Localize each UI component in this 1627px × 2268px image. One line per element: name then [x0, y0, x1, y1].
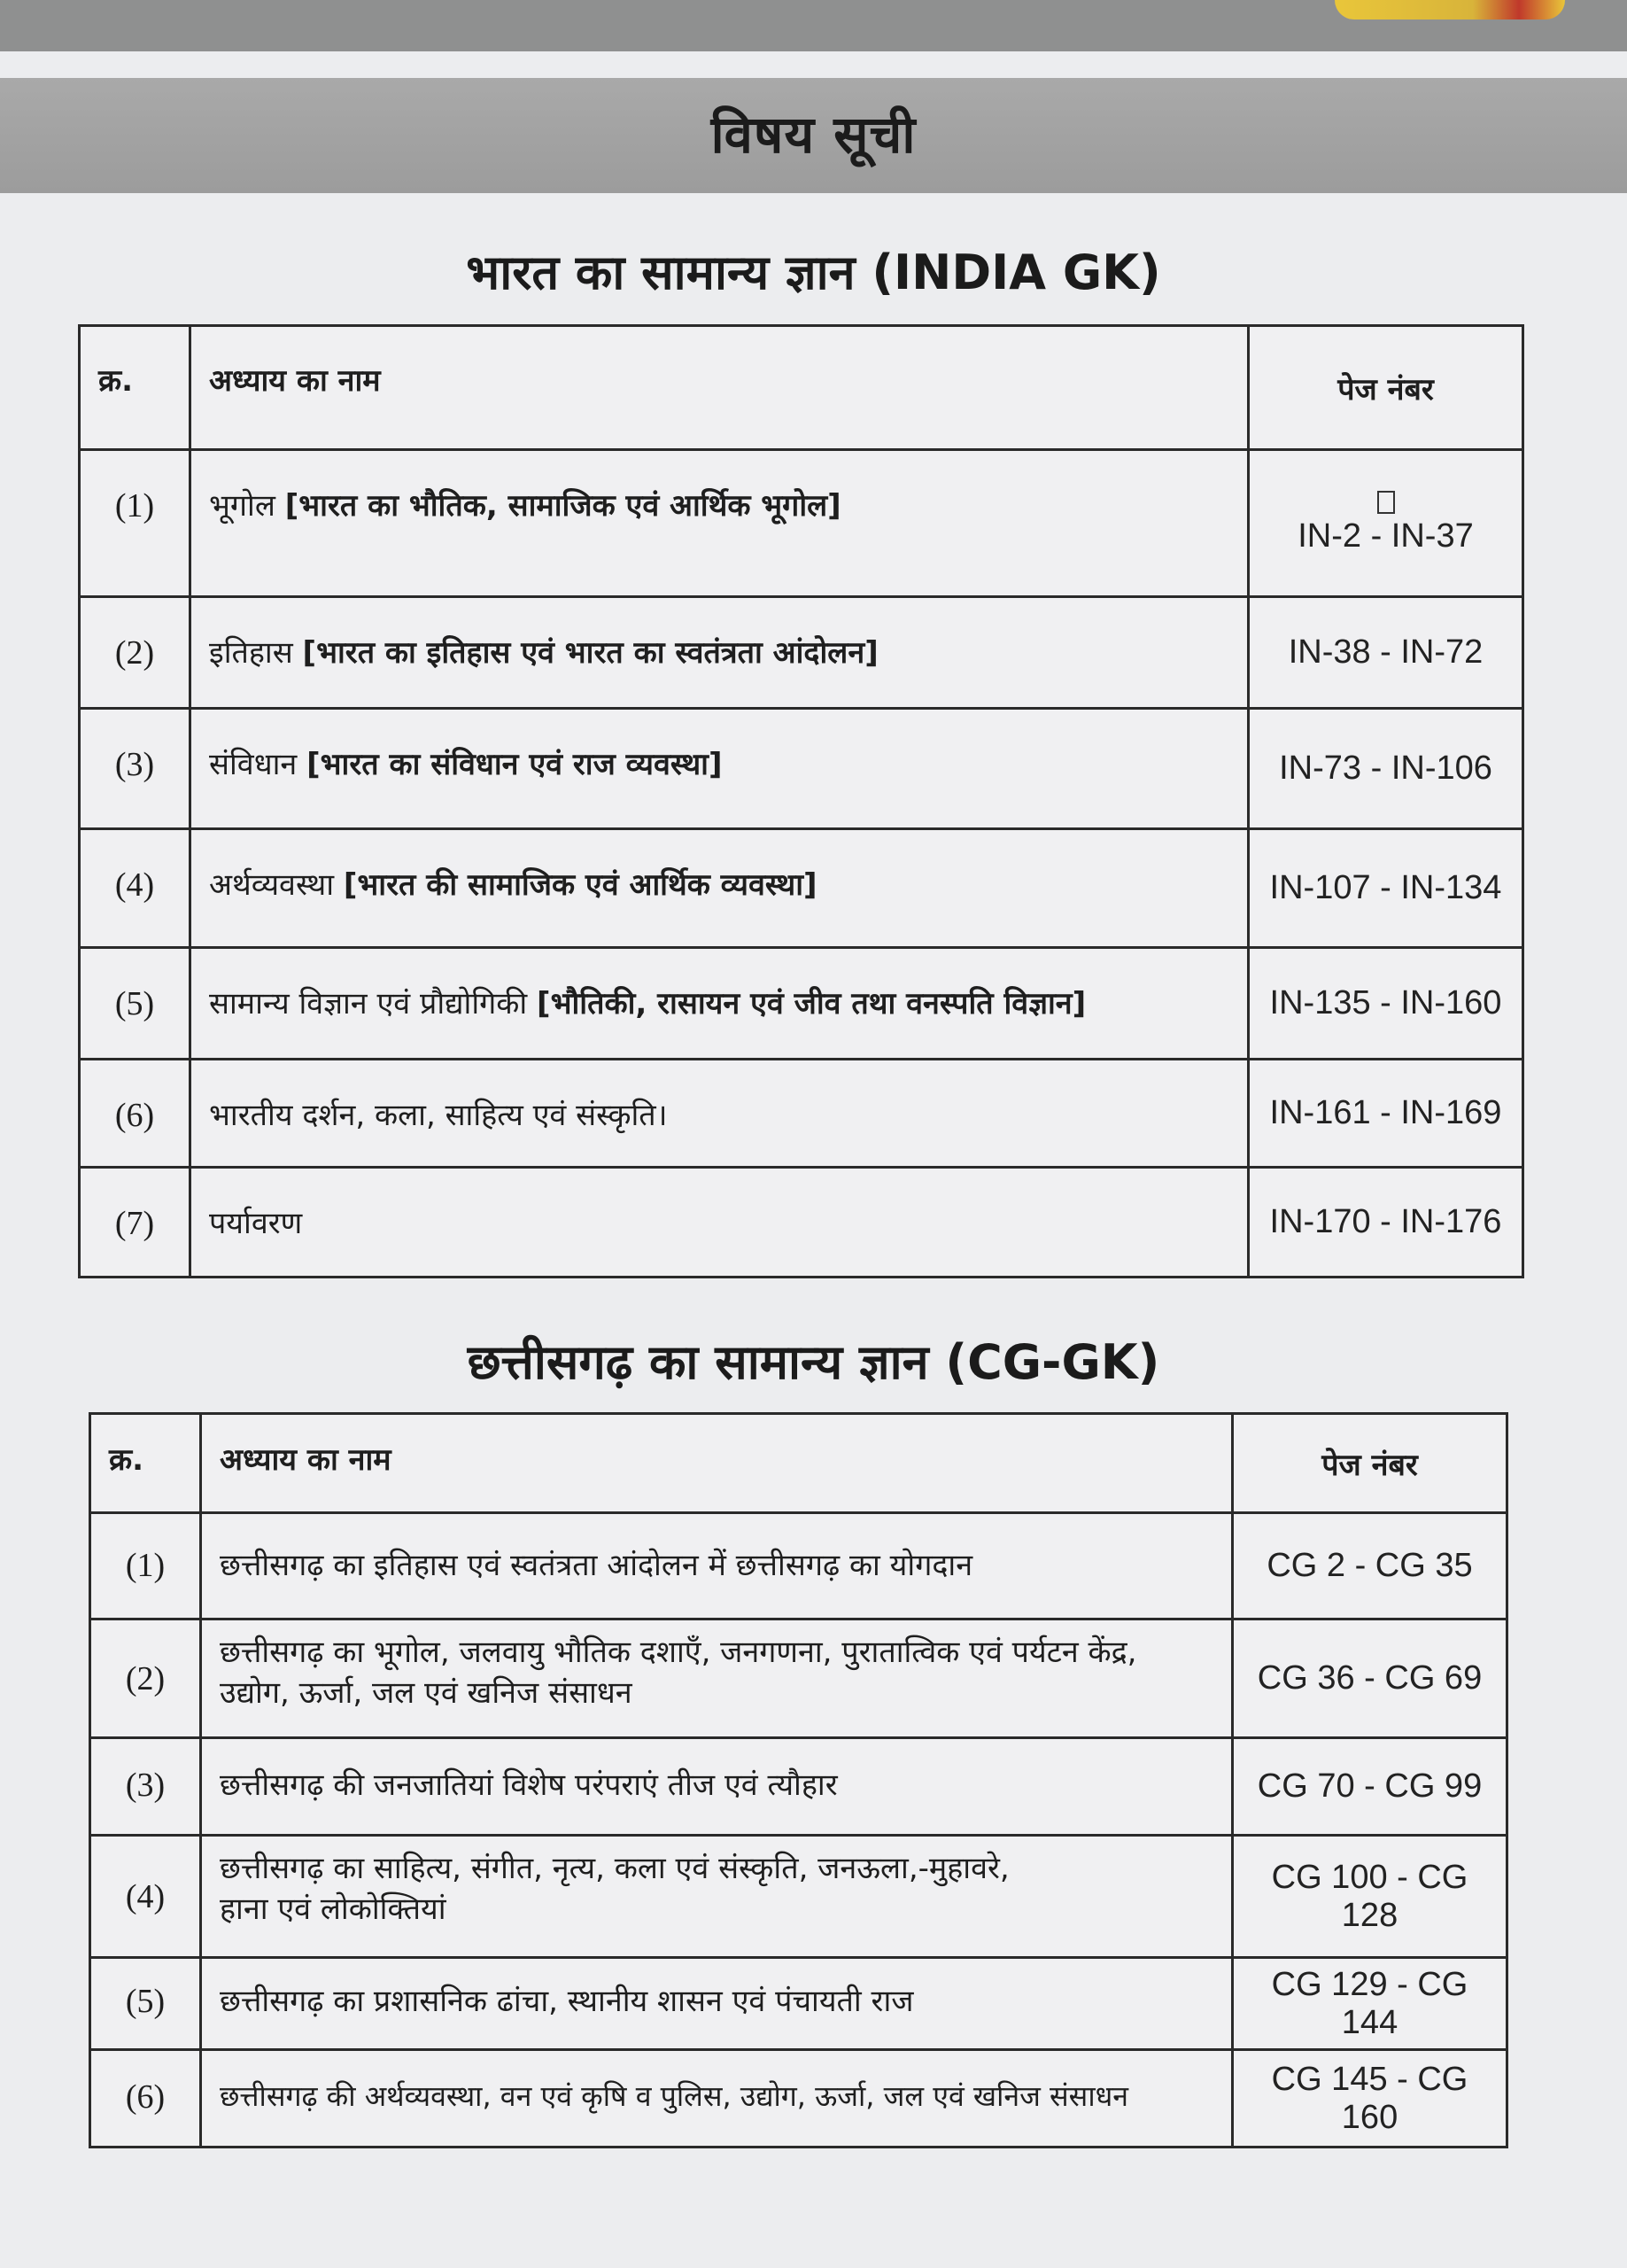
chapter-line-2: हाना एवं लोकोक्तियां: [220, 1891, 446, 1927]
chapter-line-1: छत्तीसगढ़ का साहित्य, संगीत, नृत्य, कला एवं संस्कृति, जनऊला,-मुहावरे,: [220, 1851, 1010, 1886]
page-range: IN-161 - IN-169: [1249, 1060, 1523, 1168]
row-number: (6): [80, 1060, 190, 1168]
page-range: CG 145 - CG 160: [1233, 2050, 1507, 2148]
page-range: IN-135 - IN-160: [1249, 948, 1523, 1060]
page-range: IN-38 - IN-72: [1249, 597, 1523, 709]
serial-column-header: क्र.: [80, 326, 190, 450]
table-row: [90, 1513, 1507, 1619]
page-range: [1249, 450, 1523, 597]
chapter-name: [190, 709, 1249, 829]
chapter-title: अर्थव्यवस्था: [209, 867, 335, 903]
row-number: (1): [90, 1513, 201, 1619]
chapter-name: छत्तीसगढ़ का प्रशासनिक ढांचा, स्थानीय शासन एवं पंचायती राज: [201, 1958, 1233, 2050]
row-number: (1): [80, 450, 190, 597]
table-row: [90, 1619, 1507, 1738]
row-number: (4): [90, 1836, 201, 1958]
pages-column-header: पेज नंबर: [1249, 326, 1523, 450]
page-title: विषय सूची: [710, 105, 917, 165]
serial-column-header: क्र.: [90, 1414, 201, 1513]
chapter-title: सामान्य विज्ञान एवं प्रौद्योगिकी: [209, 986, 528, 1021]
chapter-detail: [भारत का भौतिक, सामाजिक एवं आर्थिक भूगोल]: [284, 488, 841, 524]
table-row: [90, 1958, 1507, 2050]
chapter-detail: [भौतिकी, रासायन एवं जीव तथा वनस्पति विज्ञान]: [537, 986, 1087, 1021]
cg-gk-heading: छत्तीसगढ़ का सामान्य ज्ञान (CG-GK): [467, 1334, 1160, 1390]
chapter-name: [190, 597, 1249, 709]
chapter-title: संविधान: [209, 747, 298, 782]
cg-gk-table: [89, 1412, 1508, 2148]
chapter-line-2: उद्योग, ऊर्जा, जल एवं खनिज संसाधन: [220, 1674, 632, 1711]
table-row: [80, 709, 1523, 829]
pages-column-header: पेज नंबर: [1233, 1414, 1507, 1513]
chapter-detail: [भारत की सामाजिक एवं आर्थिक व्यवस्था]: [343, 867, 817, 903]
chapter-title: भूगोल: [209, 488, 275, 524]
chapter-name: [190, 829, 1249, 948]
india-gk-table: [78, 324, 1524, 1278]
india-gk-heading: भारत का सामान्य ज्ञान (INDIA GK): [466, 245, 1161, 300]
chapter-name: छत्तीसगढ़ की जनजातियां विशेष परंपराएं तीज एवं त्यौहार: [201, 1738, 1233, 1836]
row-number: (5): [80, 948, 190, 1060]
row-number: (2): [90, 1619, 201, 1738]
page-range: IN-170 - IN-176: [1249, 1168, 1523, 1278]
chapter-name: छत्तीसगढ़ की अर्थव्यवस्था, वन एवं कृषि व पुलिस, उद्योग, ऊर्जा, जल एवं खनिज संसाधन: [201, 2050, 1233, 2148]
page-range: CG 36 - CG 69: [1233, 1619, 1507, 1738]
book-cover-edge: [1335, 0, 1565, 19]
chapter-name: छत्तीसगढ़ का इतिहास एवं स्वतंत्रता आंदोलन में छत्तीसगढ़ का योगदान: [201, 1513, 1233, 1619]
chapter-name: [201, 1619, 1233, 1738]
table-row: [90, 2050, 1507, 2148]
page-range: CG 2 - CG 35: [1233, 1513, 1507, 1619]
table-row: [90, 1836, 1507, 1958]
table-row: [80, 829, 1523, 948]
table-header-row: [80, 326, 1523, 450]
row-number: (6): [90, 2050, 201, 2148]
chapter-detail: [भारत का संविधान एवं राज व्यवस्था]: [306, 747, 723, 782]
chapter-name: [190, 450, 1249, 597]
table-row: [80, 948, 1523, 1060]
table-row: [80, 1060, 1523, 1168]
row-number: (3): [80, 709, 190, 829]
table-row: [80, 597, 1523, 709]
table-header-row: [90, 1414, 1507, 1513]
table-row: [80, 1168, 1523, 1278]
page-range: CG 100 - CG 128: [1233, 1836, 1507, 1958]
chapter-name: [190, 948, 1249, 1060]
chapter-name: भारतीय दर्शन, कला, साहित्य एवं संस्कृति।: [190, 1060, 1249, 1168]
row-number: (4): [80, 829, 190, 948]
table-row: [80, 450, 1523, 597]
page-range: IN-73 - IN-106: [1249, 709, 1523, 829]
chapter-detail: [भारत का इतिहास एवं भारत का स्वतंत्रता आंदोलन]: [302, 635, 879, 671]
row-number: (5): [90, 1958, 201, 2050]
chapter-column-header: अध्याय का नाम: [201, 1414, 1233, 1513]
page-range: IN-107 - IN-134: [1249, 829, 1523, 948]
row-number: (7): [80, 1168, 190, 1278]
row-number: (3): [90, 1738, 201, 1836]
page-range: CG 70 - CG 99: [1233, 1738, 1507, 1836]
row-number: (2): [80, 597, 190, 709]
page-range: CG 129 - CG 144: [1233, 1958, 1507, 2050]
page-range-text: IN-2 - IN-37: [1298, 517, 1474, 555]
missing-glyph-box: [1377, 491, 1395, 514]
chapter-column-header: अध्याय का नाम: [190, 326, 1249, 450]
chapter-line-1: छत्तीसगढ़ का भूगोल, जलवायु भौतिक दशाएँ, जनगणना, पुरातात्विक एवं पर्यटन केंद्र,: [220, 1635, 1137, 1670]
chapter-name: पर्यावरण: [190, 1168, 1249, 1278]
table-row: [90, 1738, 1507, 1836]
contents-page: [0, 51, 1627, 2268]
chapter-title: इतिहास: [209, 635, 293, 671]
chapter-name: [201, 1836, 1233, 1958]
